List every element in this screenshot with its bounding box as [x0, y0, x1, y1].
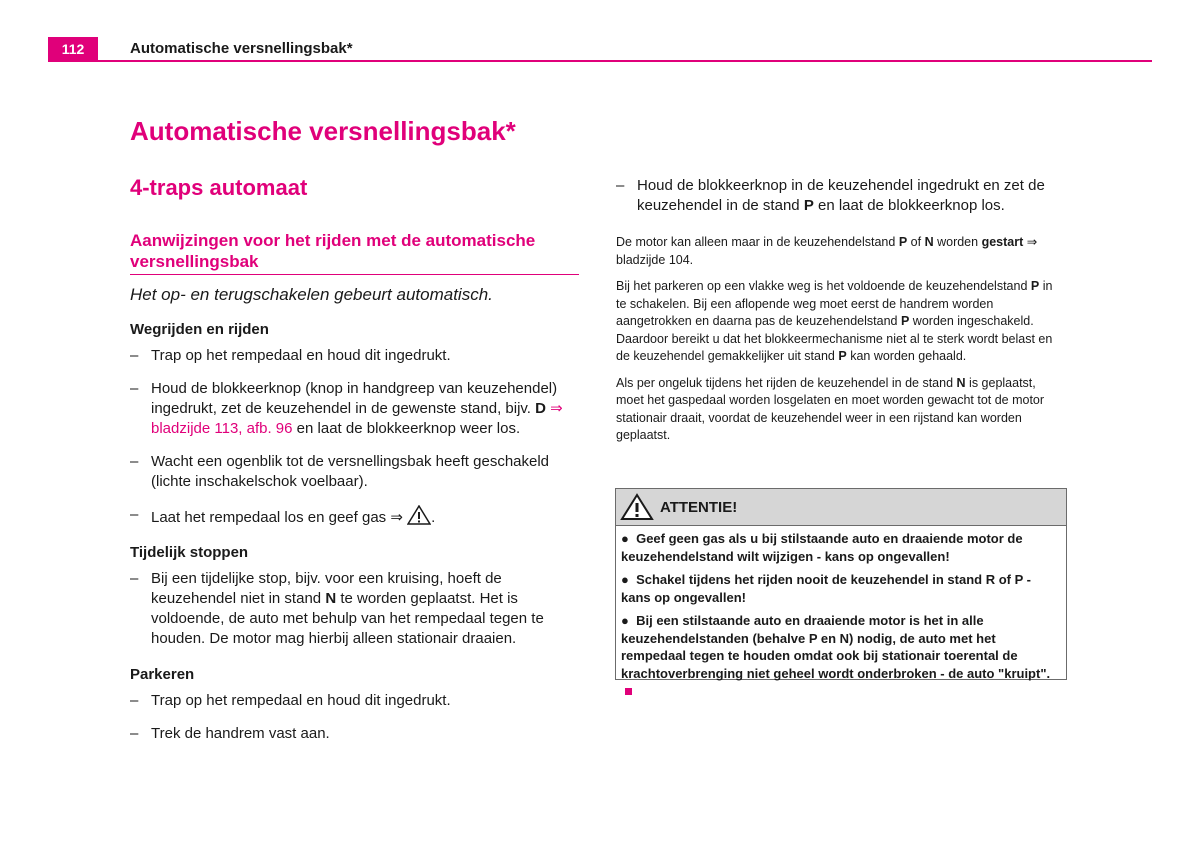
list-item: – Laat het rempedaal los en geef gas ⇒ .: [130, 506, 436, 526]
list-item: – Trap op het rempedaal en houd dit ingedrukt.: [130, 692, 451, 709]
list-item: – Bij een tijdelijke stop, bijv. voor een kruising, hoeft de keuzehendel niet in stand N te worden geplaatst. Het is voldoende, de auto met behulp van het rempedaal tegen te houden. De motor mag hierbij alleen stationair draaien.: [130, 570, 544, 647]
warning-header: [616, 489, 1066, 526]
subsection-heading: Aanwijzingen voor het rijden met de automatische versnellingsbak: [130, 230, 579, 275]
dash-bullet: –: [130, 380, 139, 397]
page-reference[interactable]: ⇒ bladzijde 104.: [616, 235, 1038, 267]
warning-title: ATTENTIE!: [660, 498, 738, 516]
list-item: – Trek de handrem vast aan.: [130, 725, 330, 742]
list-item: – Houd de blokkeerknop in de keuzehendel ingedrukt en zet de keuzehendel in de stand P en laat de blokkeerknop los.: [616, 177, 1045, 214]
dash-bullet: –: [130, 506, 139, 523]
warning-item: ● Schakel tijdens het rijden nooit de keuzehendel in stand R of P - kans op ongevallen!: [621, 572, 1031, 605]
gear-position: P: [803, 197, 814, 214]
warning-item: ● Geef geen gas als u bij stilstaande auto en draaiende motor de keuzehendelstand wilt wijzigen - kans op ongevallen!: [621, 531, 1023, 564]
gear-position: N: [325, 590, 337, 607]
paragraph: De motor kan alleen maar in de keuzehendelstand P of N worden gestart ⇒ bladzijde 104.: [616, 235, 1038, 267]
section-title: 4-traps automaat: [130, 175, 308, 200]
left-column: [130, 320, 579, 744]
parkeren-heading: Parkeren: [130, 666, 195, 683]
page-reference-link[interactable]: ⇒ bladzijde 113, afb. 96: [151, 400, 563, 437]
right-column: [616, 176, 1064, 445]
dash-bullet: –: [616, 177, 625, 194]
paragraph: Bij het parkeren op een vlakke weg is het voldoende de keuzehendelstand P in te schakelen. Bij een aflopende weg moet eerst de handrem worden aangetrokken en daarna pas de keuzehendelstand P worden ingeschakeld. Daardoor bereikt u dat het blokkeermechanisme niet al te sterk wordt belast en de keuzehendel gemakkelijker uit stand P kan worden gehaald.: [616, 279, 1053, 363]
gear-position: D: [535, 400, 546, 417]
dash-bullet: –: [130, 453, 139, 470]
list-item: – Houd de blokkeerknop (knop in handgreep van keuzehendel) ingedrukt, zet de keuzehendel in de gewenste stand, bijv. D ⇒ bladzijde 113, afb. 96 en laat de blokkeerknop weer los.: [130, 380, 563, 437]
page-title: Automatische versnellingsbak*: [130, 116, 516, 146]
dash-bullet: –: [130, 347, 139, 364]
bullet-icon: ●: [621, 572, 629, 587]
end-square-icon: [625, 688, 632, 695]
dash-bullet: –: [130, 570, 139, 587]
header-rule: [48, 60, 1152, 62]
running-header-title: Automatische versnellingsbak*: [130, 40, 353, 57]
paragraph: Als per ongeluk tijdens het rijden de keuzehendel in de stand N is geplaatst, moet het gaspedaal worden losgelaten en moet worden gewacht tot de motor stationair draait, voordat de keuzehendel weer in een rijstand kan worden geplaatst.: [616, 375, 1045, 442]
bullet-icon: ●: [621, 613, 629, 628]
bullet-icon: ●: [621, 531, 629, 546]
dash-bullet: –: [130, 725, 139, 742]
warning-triangle-icon: [620, 493, 654, 521]
list-item: – Wacht een ogenblik tot de versnellingsbak heeft geschakeld (lichte inschakelschok voelbaar).: [130, 453, 550, 490]
warning-body: [616, 526, 1066, 710]
tijdelijk-stoppen-heading: Tijdelijk stoppen: [130, 544, 249, 561]
dash-bullet: –: [130, 692, 139, 709]
list-item: – Trap op het rempedaal en houd dit ingedrukt.: [130, 347, 451, 364]
page-number: 112: [48, 37, 98, 60]
warning-item: ● Bij een stilstaande auto en draaiende motor is het in alle keuzehendelstanden (behalve P en N) nodig, de auto met het rempedaal tegen te houden omdat ook bij stationair toerental de krachtoverbrenging niet geheel wordt onderbroken - de auto "kruipt".: [621, 612, 1061, 700]
wegrijden-heading: Wegrijden en rijden: [130, 321, 269, 338]
intro-text: Het op- en terugschakelen gebeurt automatisch.: [130, 285, 493, 304]
warning-triangle-icon: [407, 505, 431, 525]
warning-box: [615, 488, 1067, 680]
